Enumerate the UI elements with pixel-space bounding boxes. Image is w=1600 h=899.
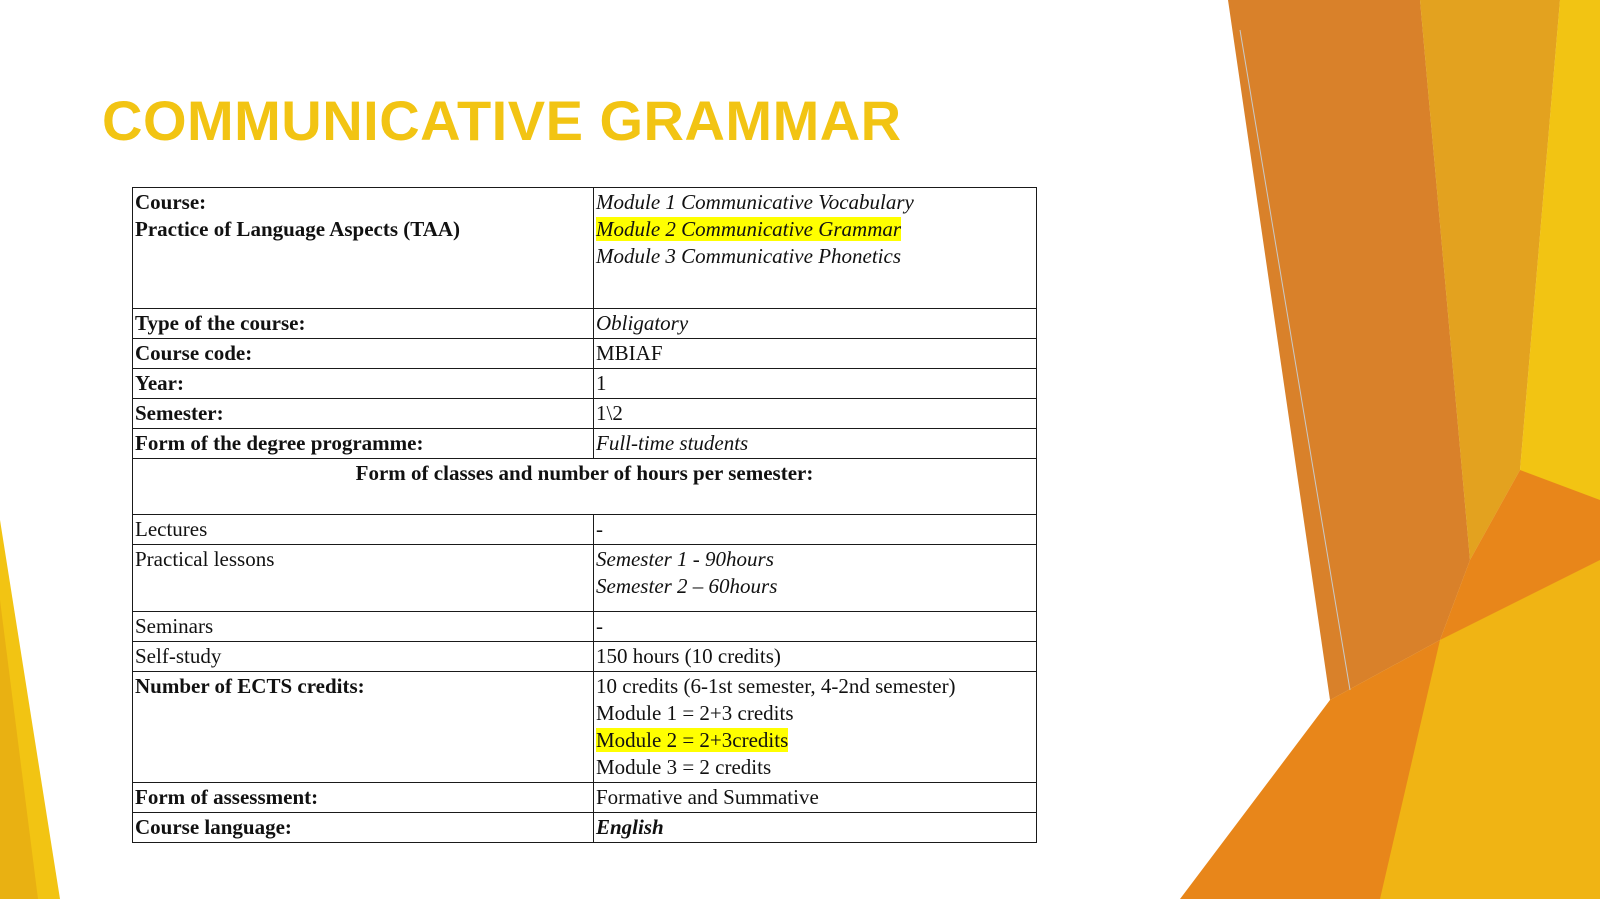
table-row <box>133 545 1037 612</box>
ects-module-3: Module 3 = 2 credits <box>596 755 772 779</box>
practical-values <box>594 545 1037 612</box>
module-1: Module 1 Communicative Vocabulary <box>596 190 914 214</box>
table-row <box>133 612 1037 642</box>
year-label: Year: <box>133 369 594 399</box>
table-row <box>133 369 1037 399</box>
type-value: Obligatory <box>594 309 1037 339</box>
table-row <box>133 429 1037 459</box>
course-name: Practice of Language Aspects (TAA) <box>135 217 461 241</box>
code-value: MBIAF <box>594 339 1037 369</box>
table-row <box>133 399 1037 429</box>
seminars-label: Seminars <box>133 612 594 642</box>
practical-semester-2: Semester 2 – 60hours <box>596 574 778 598</box>
table-row <box>133 813 1037 843</box>
ects-module-2-highlighted: Module 2 = 2+3credits <box>596 728 789 752</box>
type-label: Type of the course: <box>133 309 594 339</box>
language-label: Course language: <box>133 813 594 843</box>
year-value: 1 <box>594 369 1037 399</box>
assessment-value: Formative and Summative <box>594 783 1037 813</box>
modules-cell <box>594 188 1037 309</box>
language-value: English <box>594 813 1037 843</box>
self-study-label: Self-study <box>133 642 594 672</box>
table-row <box>133 672 1037 783</box>
semester-value: 1\2 <box>594 399 1037 429</box>
slide-title: COMMUNICATIVE GRAMMAR <box>102 89 902 152</box>
practical-semester-1: Semester 1 - 90hours <box>596 547 774 571</box>
ects-label: Number of ECTS credits: <box>133 672 594 783</box>
code-label: Course code: <box>133 339 594 369</box>
ects-total: 10 credits (6-1st semester, 4-2nd semester) <box>596 674 956 698</box>
assessment-label: Form of assessment: <box>133 783 594 813</box>
form-value: Full-time students <box>594 429 1037 459</box>
table-row <box>133 515 1037 545</box>
self-study-value: 150 hours (10 credits) <box>594 642 1037 672</box>
course-label-cell <box>133 188 594 309</box>
lectures-label: Lectures <box>133 515 594 545</box>
semester-label: Semester: <box>133 399 594 429</box>
table-row <box>133 309 1037 339</box>
table-row <box>133 642 1037 672</box>
table-row <box>133 783 1037 813</box>
table-row <box>133 188 1037 309</box>
lectures-value: - <box>594 515 1037 545</box>
ects-module-1: Module 1 = 2+3 credits <box>596 701 794 725</box>
table-row <box>133 459 1037 515</box>
course-label: Course: <box>135 190 207 214</box>
form-label: Form of the degree programme: <box>133 429 594 459</box>
classes-header: Form of classes and number of hours per semester: <box>133 459 1037 515</box>
course-info-table <box>132 187 1037 843</box>
module-2-highlighted: Module 2 Communicative Grammar <box>596 217 902 241</box>
module-3: Module 3 Communicative Phonetics <box>596 244 902 268</box>
seminars-value: - <box>594 612 1037 642</box>
table-row <box>133 339 1037 369</box>
practical-label: Practical lessons <box>133 545 594 612</box>
ects-values <box>594 672 1037 783</box>
